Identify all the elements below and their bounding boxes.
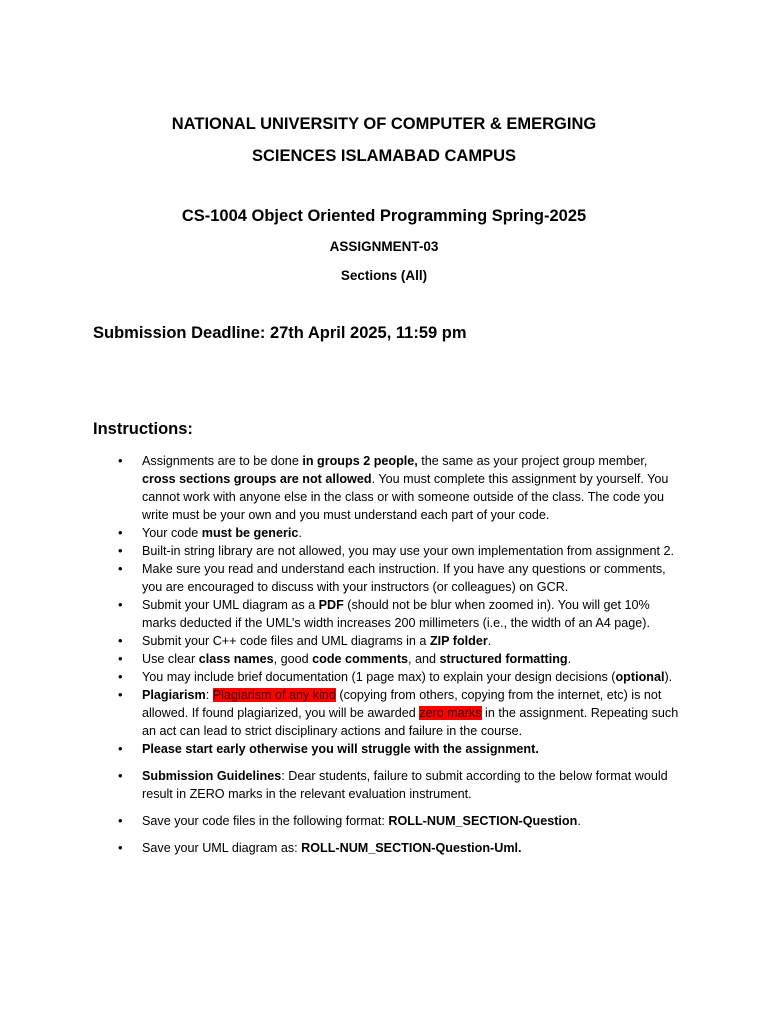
item-bold-text: Plagiarism — [142, 688, 206, 702]
list-item — [142, 839, 682, 857]
assignment-number: ASSIGNMENT-03 — [329, 239, 439, 254]
item-bold-text: code comments — [312, 652, 409, 666]
list-item — [142, 452, 682, 524]
item-text: . You must complete this assignment by yourself. You cannot work with anyone else in the class or with someone outside of the class. The code you write must be your own and you must understand each part of your code. — [142, 472, 669, 522]
instructions-heading: Instructions: — [93, 420, 193, 438]
item-text: Assignments are to be done — [142, 454, 303, 468]
item-bold-text: cross sections groups are not allowed — [142, 472, 372, 486]
list-item — [142, 767, 682, 803]
item-bold-text: Please start early otherwise you will struggle with the assignment. — [142, 742, 539, 756]
item-bold-text: ROLL-NUM_SECTION-Question-Uml. — [301, 841, 522, 855]
item-bold-text: Submission Guidelines — [142, 769, 282, 783]
list-item — [142, 542, 682, 560]
item-bold-text: must be generic — [201, 526, 299, 540]
item-text: , and — [408, 652, 440, 666]
instructions-list — [142, 452, 682, 857]
list-item — [142, 668, 682, 686]
item-text: You may include brief documentation (1 page max) to explain your design decisions ( — [142, 670, 616, 684]
university-name-line1: NATIONAL UNIVERSITY OF COMPUTER & EMERGING — [171, 115, 597, 133]
item-bold-text: PDF — [318, 598, 344, 612]
list-item — [142, 560, 682, 596]
list-item — [142, 632, 682, 650]
item-bold-text: optional — [615, 670, 665, 684]
item-text: Save your code files in the following format: — [142, 814, 389, 828]
item-text: (should not be blur when zoomed in). You will get 10% marks deducted if the UML’s width increases 200 millimeters (i.e., the width of an A4 page). — [142, 598, 650, 630]
submission-deadline: Submission Deadline: 27th April 2025, 11:59 pm — [93, 324, 467, 342]
item-text: . — [577, 814, 581, 828]
item-text: the same as your project group member, — [417, 454, 648, 468]
item-bold-text: ZIP folder — [429, 634, 488, 648]
item-text: : Dear students, failure to submit according to the below format would result in ZERO marks in the relevant evaluation instrument. — [142, 769, 668, 801]
list-item — [142, 524, 682, 542]
item-text: . — [567, 652, 572, 666]
item-text: Submit your UML diagram as a — [142, 598, 319, 612]
highlighted-text: zero marks — [419, 706, 482, 720]
list-item — [142, 812, 682, 830]
item-text: (copying from others, copying from the internet, etc) is not allowed. If found plagiarized, you will be awarded — [142, 688, 662, 720]
item-bold-text: structured formatting — [439, 652, 568, 666]
sections-label: Sections (All) — [340, 268, 428, 283]
item-text: : — [205, 688, 213, 702]
item-text: Your code — [142, 526, 202, 540]
item-text: ). — [664, 670, 673, 684]
university-name-line2: SCIENCES ISLAMABAD CAMPUS — [251, 147, 517, 165]
course-title: CS-1004 Object Oriented Programming Spring-2025 — [181, 207, 587, 225]
item-text: , good — [273, 652, 313, 666]
item-bold-text: class names — [198, 652, 274, 666]
item-text: . — [487, 634, 492, 648]
item-text: Make sure you read and understand each instruction. If you have any questions or comments, you are encouraged to discuss with your instructors (or colleagues) on GCR. — [142, 562, 666, 594]
item-text: in the assignment. Repeating such an act can lead to strict disciplinary actions and failure in the course. — [142, 706, 679, 738]
list-item — [142, 740, 682, 758]
item-bold-text: in groups 2 people, — [302, 454, 418, 468]
list-item — [142, 686, 682, 740]
item-text: Save your UML diagram as: — [142, 841, 302, 855]
item-text: Built-in string library are not allowed, you may use your own implementation from assignment 2. — [142, 544, 674, 558]
highlighted-text: Plagiarism of any kind — [212, 688, 336, 702]
list-item — [142, 650, 682, 668]
item-text: Submit your C++ code files and UML diagrams in a — [142, 634, 430, 648]
item-bold-text: ROLL-NUM_SECTION-Question — [388, 814, 578, 828]
item-text: . — [298, 526, 302, 540]
item-text: Use clear — [142, 652, 199, 666]
list-item — [142, 596, 682, 632]
